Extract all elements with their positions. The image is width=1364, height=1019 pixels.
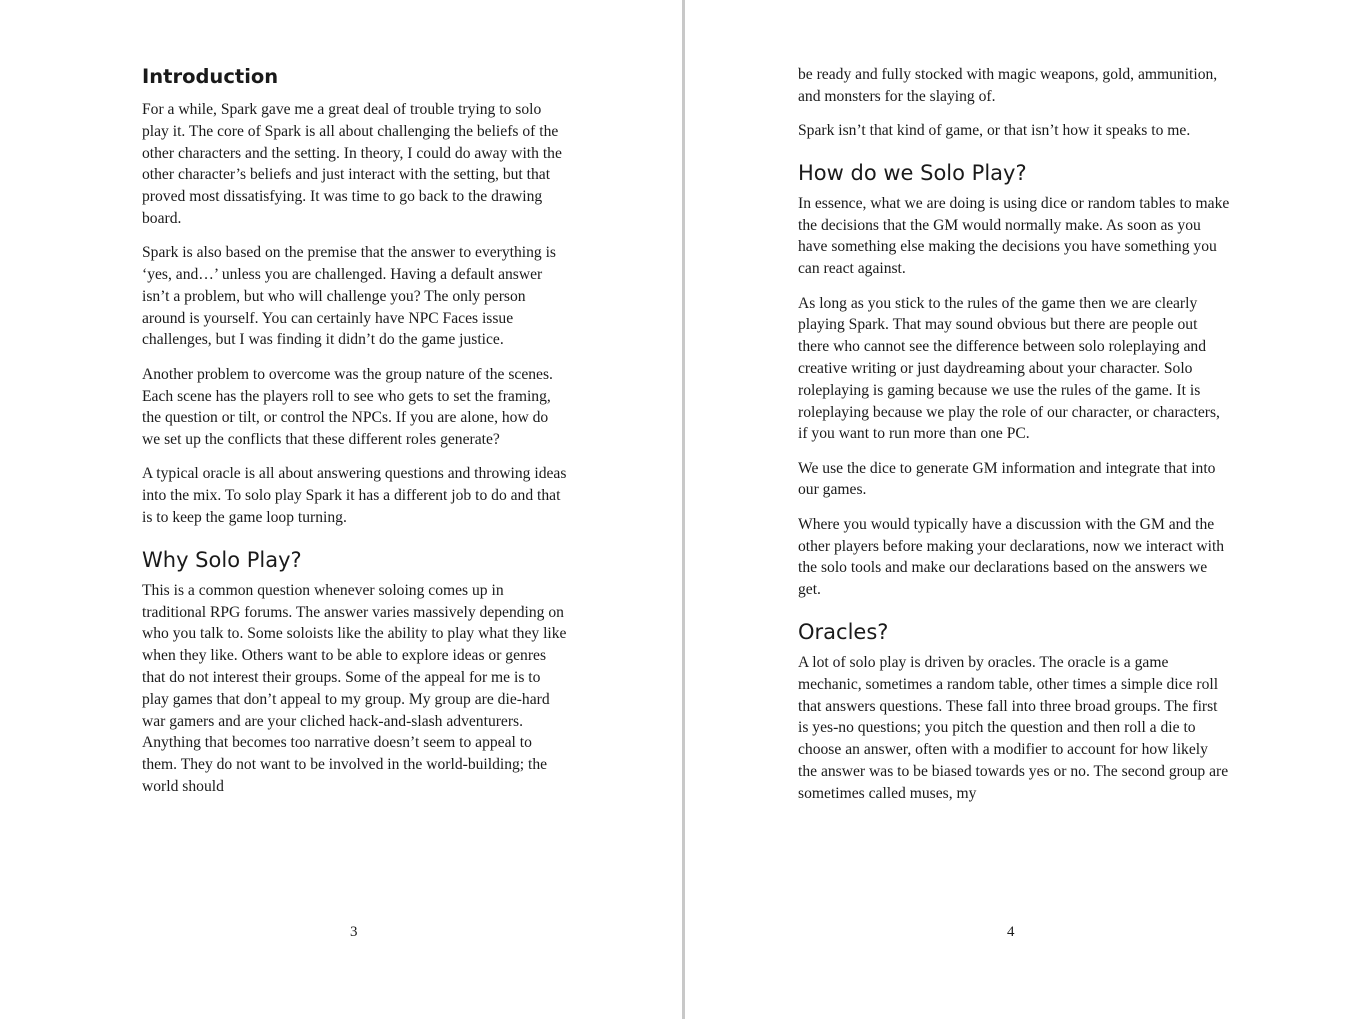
right-page — [685, 0, 1364, 1019]
continued-paragraph: Spark isn’t that kind of game, or that isn’t how it speaks to me. — [798, 122, 1191, 140]
page-number-right: 4 — [1007, 924, 1015, 940]
left-page-content — [142, 64, 570, 810]
section-heading-oracles: Oracles? — [798, 619, 889, 644]
intro-paragraph: Another problem to overcome was the group nature of the scenes. Each scene has the players roll to see who gets to set the framing, the question or tilt, or control the NPCs. If you are alone, how do we set up the conflicts that these different roles generate? — [142, 365, 553, 449]
right-page-content — [798, 64, 1230, 817]
chapter-title: Introduction — [142, 65, 279, 88]
how-solo-play-paragraph: We use the dice to generate GM information and integrate that into our games. — [798, 459, 1216, 499]
why-solo-play-paragraph: This is a common question whenever soloing comes up in traditional RPG forums. The answer varies massively depending on who you talk to. Some soloists like the ability to play what they like when they like. Others want to be able to explore ideas or genres that do not interest their groups. Some of the appeal for me is to play games that don’t appeal to my group. My group are die-hard war gamers and are your cliched hack-and-slash adventurers. Anything that becomes too narrative doesn’t seem to appeal to them. They do not want to be involved in the world-building; the world should — [142, 581, 567, 796]
page-number-left: 3 — [350, 924, 358, 940]
intro-paragraph: A typical oracle is all about answering questions and throwing ideas into the mix. To solo play Spark it has a different job to do and that is to keep the game loop turning. — [142, 465, 567, 527]
how-solo-play-paragraph: As long as you stick to the rules of the game then we are clearly playing Spark. That may sound obvious but there are people out there who cannot see the difference between solo roleplaying and creative writing or just daydreaming about your character. Solo roleplaying is gaming because we use the rules of the game. It is roleplaying because we play the role of our character, or characters, if you want to run more than one PC. — [798, 294, 1220, 443]
section-heading-how-do-we-solo-play: How do we Solo Play? — [798, 160, 1027, 185]
continued-paragraph: be ready and fully stocked with magic weapons, gold, ammunition, and monsters for the slaying of. — [798, 66, 1218, 105]
intro-paragraph: Spark is also based on the premise that the answer to everything is ‘yes, and…’ unless you are challenged. Having a default answer isn’t a problem, but who will challenge you? The only person around is yourself. You can certainly have NPC Faces issue challenges, but I was finding it didn’t do the game justice. — [142, 244, 557, 349]
how-solo-play-paragraph: Where you would typically have a discussion with the GM and the other players before making your declarations, now we interact with the solo tools and make our declarations based on the answers we get. — [798, 515, 1225, 599]
intro-paragraph: For a while, Spark gave me a great deal of trouble trying to solo play it. The core of Spark is all about challenging the beliefs of the other characters and the setting. In theory, I could do away with the other character’s beliefs and just interact with the setting, but that proved most dissatisfying. It was time to go back to the drawing board. — [142, 101, 562, 227]
section-heading-why-solo-play: Why Solo Play? — [142, 547, 302, 572]
how-solo-play-paragraph: In essence, what we are doing is using dice or random tables to make the decisions that the GM would normally make. As soon as you have something else making the decisions you have something you can react against. — [798, 194, 1230, 278]
oracles-paragraph: A lot of solo play is driven by oracles. The oracle is a game mechanic, sometimes a random table, other times a simple dice roll that answers questions. These fall into three broad groups. The first is yes-no questions; you pitch the question and then roll a die to choose an answer, often with a modifier to account for how likely the answer was to be biased towards yes or no. The second group are sometimes called muses, my — [798, 653, 1229, 802]
